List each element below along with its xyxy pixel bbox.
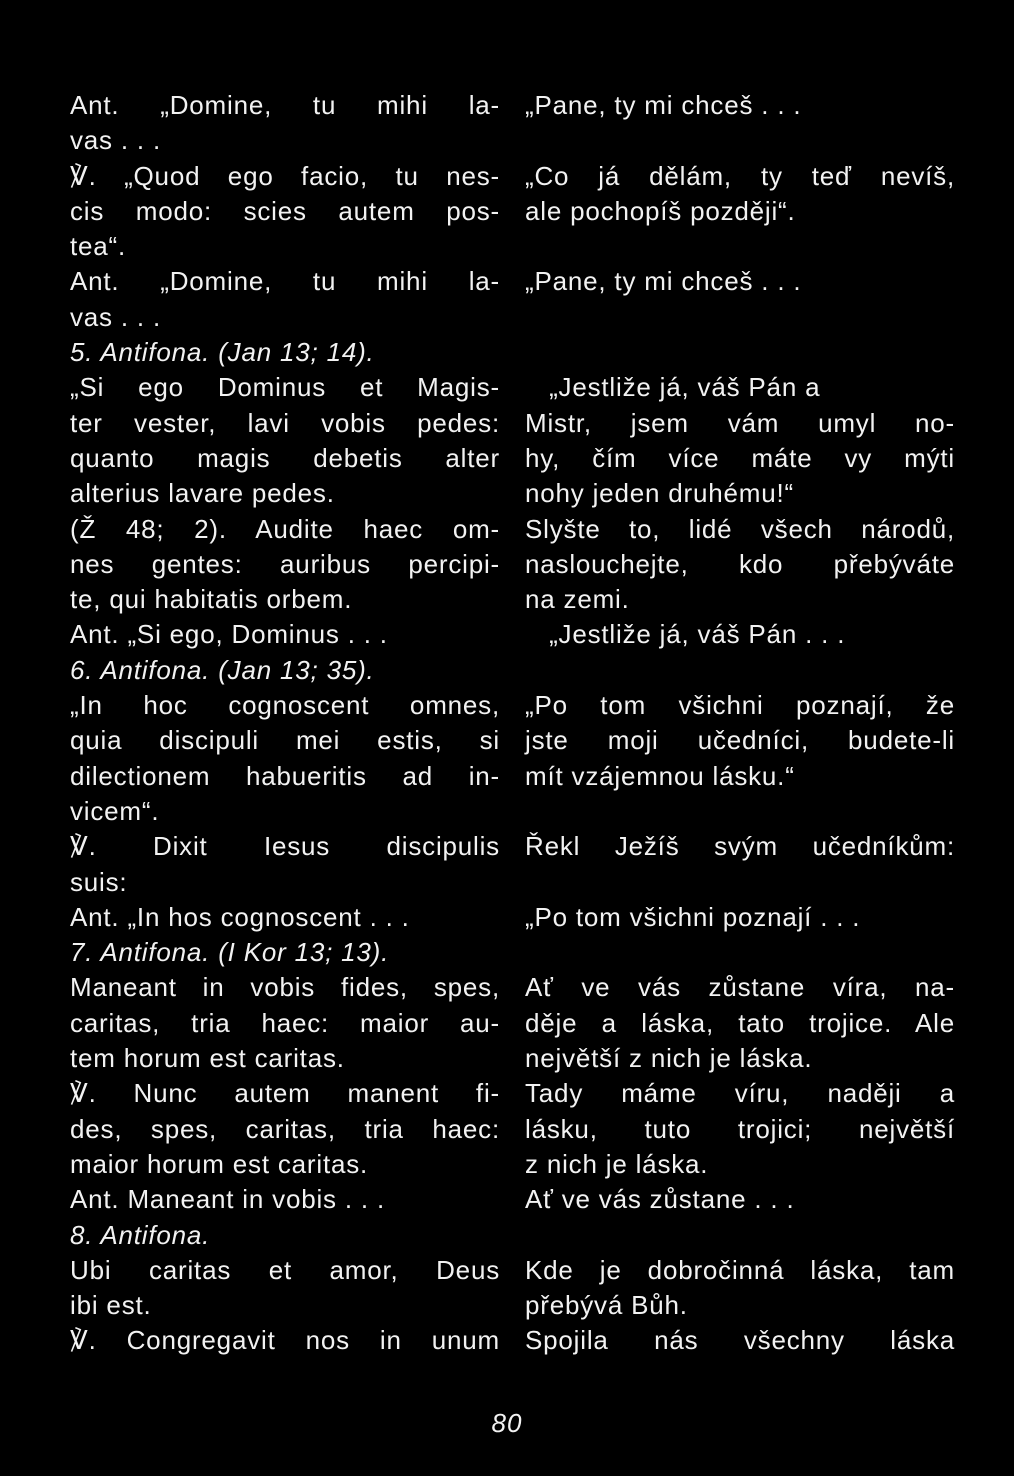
czech-line: „Po tom všichni poznají, že — [525, 690, 955, 721]
czech-line: přebývá Bůh. — [525, 1290, 688, 1321]
czech-line: hy, čím více máte vy mýti — [525, 442, 955, 473]
czech-line: „Pane, ty mi chceš . . . — [525, 266, 802, 297]
latin-line: 8. Antifona. — [70, 1219, 211, 1250]
latin-line: caritas, tria haec: maior au- — [70, 1007, 500, 1038]
latin-line: des, spes, caritas, tria haec: — [70, 1113, 500, 1144]
czech-line: mít vzájemnou lásku.“ — [525, 760, 795, 791]
czech-column — [525, 88, 955, 1359]
latin-column — [70, 88, 500, 1359]
czech-line: „Jestliže já, váš Pán . . . — [525, 619, 846, 650]
latin-line: Ant. „Domine, tu mihi la- — [70, 266, 500, 297]
latin-line: „Si ego Dominus et Magis- — [70, 372, 500, 403]
latin-line: 5. Antifona. (Jan 13; 14). — [70, 337, 375, 368]
latin-line: ℣. Congregavit nos in unum — [70, 1325, 500, 1356]
czech-line — [525, 653, 955, 688]
latin-line: tem horum est caritas. — [70, 1043, 345, 1074]
latin-line: vas . . . — [70, 125, 162, 156]
czech-line: ale pochopíš později“. — [525, 195, 796, 226]
czech-line: Řekl Ježíš svým učedníkům: — [525, 831, 955, 862]
latin-line: dilectionem habueritis ad in- — [70, 760, 500, 791]
latin-line: suis: — [70, 866, 128, 897]
czech-line: Ať ve vás zůstane . . . — [525, 1184, 795, 1215]
latin-line: vicem“. — [70, 795, 160, 826]
czech-line — [525, 1218, 955, 1253]
czech-line — [525, 335, 955, 370]
latin-line: „In hoc cognoscent omnes, — [70, 690, 500, 721]
czech-line — [525, 229, 955, 264]
czech-line: jste moji učedníci, budete-li — [525, 725, 955, 756]
latin-line: Ubi caritas et amor, Deus — [70, 1254, 500, 1285]
czech-line: „Pane, ty mi chceš . . . — [525, 90, 802, 120]
czech-line: Spojila nás všechny láska — [525, 1325, 955, 1356]
latin-line: 6. Antifona. (Jan 13; 35). — [70, 654, 375, 685]
page-number: 80 — [491, 1408, 523, 1438]
czech-line — [525, 794, 955, 829]
latin-line: ter vester, lavi vobis pedes: — [70, 407, 500, 438]
czech-line: Ať ve vás zůstane víra, na- — [525, 972, 955, 1003]
czech-line: Kde je dobročinná láska, tam — [525, 1254, 955, 1285]
czech-line: Slyšte to, lidé všech národů, — [525, 513, 955, 544]
latin-line: Ant. Maneant in vobis . . . — [70, 1184, 385, 1215]
czech-line: na zemi. — [525, 584, 630, 615]
czech-line: lásku, tuto trojici; největší — [525, 1113, 955, 1144]
czech-line: největší z nich je láska. — [525, 1043, 813, 1074]
latin-line: nes gentes: auribus percipi- — [70, 548, 500, 579]
latin-line: (Ž 48; 2). Audite haec om- — [70, 513, 500, 544]
czech-line: „Jestliže já, váš Pán a — [525, 372, 821, 403]
czech-line — [525, 123, 955, 158]
latin-line: Maneant in vobis fides, spes, — [70, 972, 500, 1003]
czech-line: děje a láska, tato trojice. Ale — [525, 1007, 955, 1038]
czech-line: nohy jeden druhému!“ — [525, 478, 794, 509]
latin-line: Ant. „In hos cognoscent . . . — [70, 901, 410, 932]
czech-line — [525, 300, 955, 335]
czech-line: „Co já dělám, ty teď nevíš, — [525, 160, 955, 191]
czech-line: Tady máme víru, naději a — [525, 1078, 955, 1109]
czech-line — [525, 935, 955, 970]
latin-line: Ant. „Domine, tu mihi la- — [70, 90, 500, 120]
latin-line: ℣. „Quod ego facio, tu nes- — [70, 160, 500, 191]
czech-line: z nich je láska. — [525, 1148, 709, 1179]
latin-line: vas . . . — [70, 301, 162, 332]
czech-line: Mistr, jsem vám umyl no- — [525, 407, 955, 438]
czech-line: „Po tom všichni poznají . . . — [525, 901, 861, 932]
latin-line: ℣. Nunc autem manent fi- — [70, 1078, 500, 1109]
czech-line — [525, 865, 955, 900]
latin-line: 7. Antifona. (I Kor 13; 13). — [70, 937, 390, 968]
latin-line: quanto magis debetis alter — [70, 442, 500, 473]
latin-line: maior horum est caritas. — [70, 1148, 369, 1179]
latin-line: ℣. Dixit Iesus discipulis — [70, 831, 500, 862]
latin-line: cis modo: scies autem pos- — [70, 195, 500, 226]
latin-line: Ant. „Si ego, Dominus . . . — [70, 619, 388, 650]
latin-line: ibi est. — [70, 1290, 152, 1321]
latin-line: quia discipuli mei estis, si — [70, 725, 500, 756]
czech-line: naslouchejte, kdo přebýváte — [525, 548, 955, 579]
latin-line: te, qui habitatis orbem. — [70, 584, 353, 615]
latin-line: tea“. — [70, 231, 127, 262]
latin-line: alterius lavare pedes. — [70, 478, 335, 509]
